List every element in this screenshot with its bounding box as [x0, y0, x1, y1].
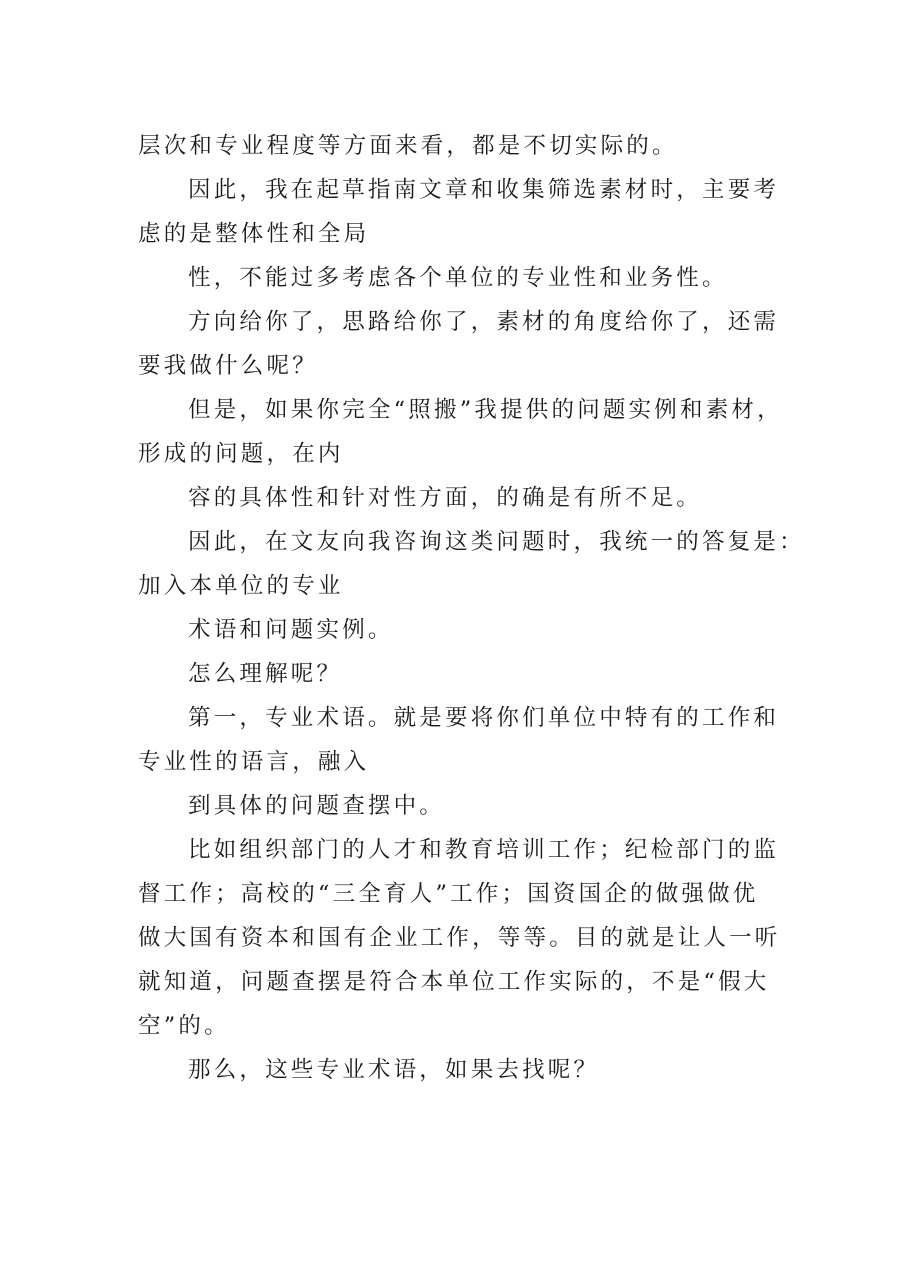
text-line: 那么，这些专业术语，如果去找呢？ [188, 1057, 600, 1083]
text-line: 性，不能过多考虑各个单位的专业性和业务性。 [188, 265, 728, 291]
text-line: 虑的是整体性和全局 [138, 221, 370, 247]
text-line: 形成的问题，在内 [138, 441, 344, 467]
text-line: 因此，在文友向我咨询这类问题时，我统一的答复是： [188, 529, 805, 555]
text-line: 术语和问题实例。 [188, 617, 394, 643]
text-line: 第一，专业术语。就是要将你们单位中特有的工作和 [188, 705, 780, 731]
text-line: 就知道，问题查摆是符合本单位工作实际的，不是“假大 [138, 969, 770, 995]
text-line: 空”的。 [138, 1013, 230, 1039]
text-line: 方向给你了，思路给你了，素材的角度给你了，还需 [188, 309, 780, 335]
text-line: 督工作；高校的“三全育人”工作；国资国企的做强做优 [138, 881, 759, 907]
text-line: 怎么理解呢？ [188, 661, 343, 687]
text-line: 层次和专业程度等方面来看，都是不切实际的。 [138, 133, 678, 159]
text-line: 因此，我在起草指南文章和收集筛选素材时，主要考 [188, 177, 780, 203]
document-body [138, 124, 805, 1092]
text-line: 到具体的问题查摆中。 [188, 793, 446, 819]
text-line: 专业性的语言，融入 [138, 749, 370, 775]
text-line: 容的具体性和针对性方面，的确是有所不足。 [188, 485, 703, 511]
text-line: 但是，如果你完全“照搬”我提供的问题实例和素材， [188, 397, 783, 423]
text-line: 要我做什么呢？ [138, 353, 318, 379]
text-line: 比如组织部门的人才和教育培训工作；纪检部门的监 [188, 837, 780, 863]
text-line: 做大国有资本和国有企业工作，等等。目的就是让人一听 [138, 925, 781, 951]
text-line: 加入本单位的专业 [138, 573, 344, 599]
